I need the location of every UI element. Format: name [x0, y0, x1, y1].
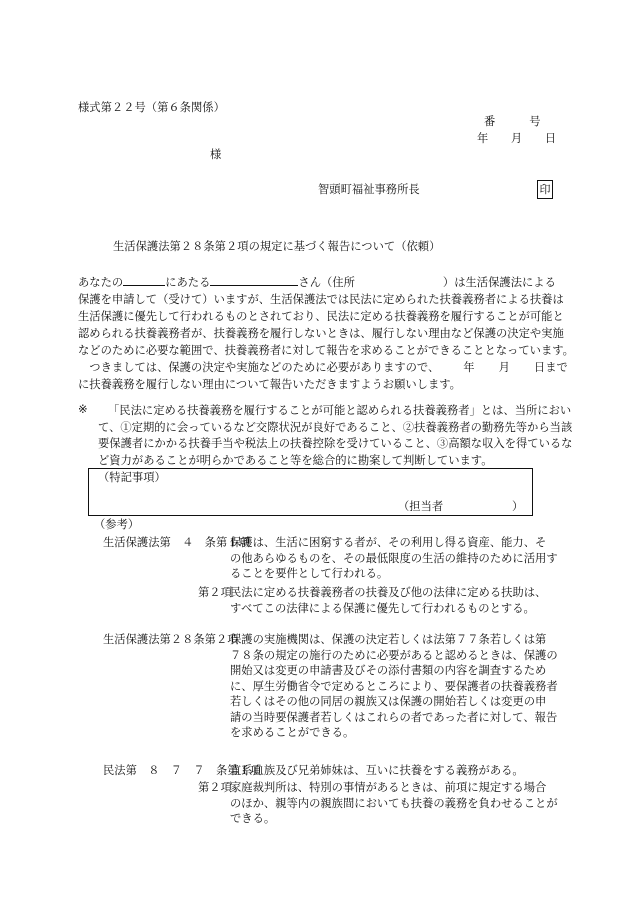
seal-box: 印	[537, 180, 553, 199]
civil-code-p2-label: 第２項	[198, 781, 232, 794]
body-line-5: などのために必要な範囲で、扶養義務者に対して報告を求めることができることとなっています。	[78, 344, 574, 357]
form-number: 様式第２２号（第６条関係）	[78, 101, 225, 114]
body-line-1-d: ）は生活保護法による	[442, 276, 556, 289]
body-line-6	[78, 359, 568, 376]
art28-line: 請の当時要保護者若しくはこれらの者であった者に対して、報告	[230, 710, 558, 724]
art28-line: を求めることができる。	[230, 726, 355, 739]
body-line-1-c: さん（住所	[298, 276, 355, 289]
civil-code-paragraph-2	[230, 780, 558, 827]
art4-p2-line: 民法に定める扶養義務者の扶養及び他の法律に定める扶助は、	[230, 586, 547, 599]
body-line-6-day: 日まで	[533, 361, 568, 374]
art28-paragraph	[230, 632, 558, 741]
note-line-4: ど資力があることが明らかであること等を総合的に勘案して判断しています。	[98, 453, 493, 467]
art4-p2-line: すべてこの法律による保護に優先して行われるものとする。	[230, 601, 535, 615]
civil-code-label: 民法第 ８ ７ ７ 条第１項	[103, 764, 262, 777]
relation-blank	[123, 274, 165, 286]
special-notes-label: （特記事項）	[98, 471, 166, 484]
art28-line: 開始又は変更の申請書及びその添付書類の内容を調査するため	[230, 664, 547, 677]
body-line-7: に扶養義務を履行しない理由について報告いただきますようお願いします。	[78, 378, 461, 391]
art4-paragraph-2	[230, 585, 550, 616]
art4-label: 生活保護法第 ４ 条第１項	[103, 536, 250, 549]
art28-line: 保護の実施機関は、保護の決定若しくは法第７７条若しくは第	[230, 633, 547, 646]
date-label: 年 月 日	[477, 132, 557, 145]
body-line-1	[78, 274, 556, 291]
body-line-6-month: 月	[498, 361, 510, 374]
art28-line: ７８条の規定の施行のために必要があると認めるときは、保護の	[230, 648, 558, 662]
art28-line: 若しくはその他の同居の親族又は保護の開始若しくは変更の申	[230, 695, 547, 708]
art4-p1-line: 保護は、生活に困窮する者が、その利用し得る資産、能力、そ	[230, 536, 547, 549]
body-line-3: 生活保護に優先して行われるものとされており、民法に定める扶養義務を履行することが可能と	[78, 310, 564, 323]
art4-p1-line: の他あらゆるものを、その最低限度の生活の維持のために活用す	[230, 551, 558, 565]
note-line-2: て、①定期的に会っているなど交際状況が良好であること、②扶養義務者の勤務先等から当該	[98, 420, 573, 434]
body-line-6-year: 年	[463, 361, 475, 374]
body-line-1-a: あなたの	[78, 276, 124, 289]
body-line-6-a: つきましては、保護の決定や実施などのために必要がありますので、	[78, 361, 440, 374]
body-line-1-b: にあたる	[165, 276, 211, 289]
note-line-3: 要保護者にかかる扶養手当や税法上の扶養控除を受けていること、③高額な収入を得ているな	[98, 437, 573, 450]
note-mark: ※	[78, 403, 88, 416]
note-line-1: 「民法に定める扶養義務を履行することが可能と認められる扶養義務者」とは、当所におい	[108, 404, 572, 417]
sender-name: 智頭町福祉事務所長	[318, 183, 420, 196]
person-in-charge-label: （担当者	[398, 500, 444, 513]
name-blank	[210, 274, 298, 286]
art28-line: に、厚生労働省令で定めるところにより、要保護者の扶養義務者	[230, 679, 558, 693]
document-title: 生活保護法第２８条第２項の規定に基づく報告について（依頼）	[113, 240, 441, 253]
body-line-4: 認められる扶養義務者が、扶養義務を履行しないときは、履行しない理由など保護の決定や実施	[78, 327, 564, 340]
civil-p2-line: できる。	[230, 812, 276, 825]
civil-code-paragraph-1: 直系血族及び兄弟姉妹は、互いに扶養をする義務がある。	[230, 764, 524, 777]
number-label: 番 号	[484, 115, 541, 128]
art4-p1-line: ることを要件として行われる。	[230, 567, 389, 580]
art4-paragraph-1	[230, 535, 558, 582]
body-text	[78, 274, 574, 393]
art4-p2-label: 第２項	[198, 586, 232, 599]
civil-p2-line: 家庭裁判所は、特別の事情があるときは、前項に規定する場合	[230, 781, 547, 794]
recipient-suffix: 様	[210, 148, 222, 161]
body-line-2: 保護を申請して（受けて）いますが、生活保護法では民法に定められた扶養義務者による扶養は	[78, 293, 564, 306]
reference-label: （参考）	[94, 518, 140, 531]
art28-label: 生活保護法第２８条第２項	[103, 633, 239, 646]
note-text	[98, 403, 573, 469]
civil-p2-line: のほか、親等内の親族間においても扶養の義務を負わせることが	[230, 796, 558, 810]
person-in-charge-close: ）	[512, 500, 524, 513]
